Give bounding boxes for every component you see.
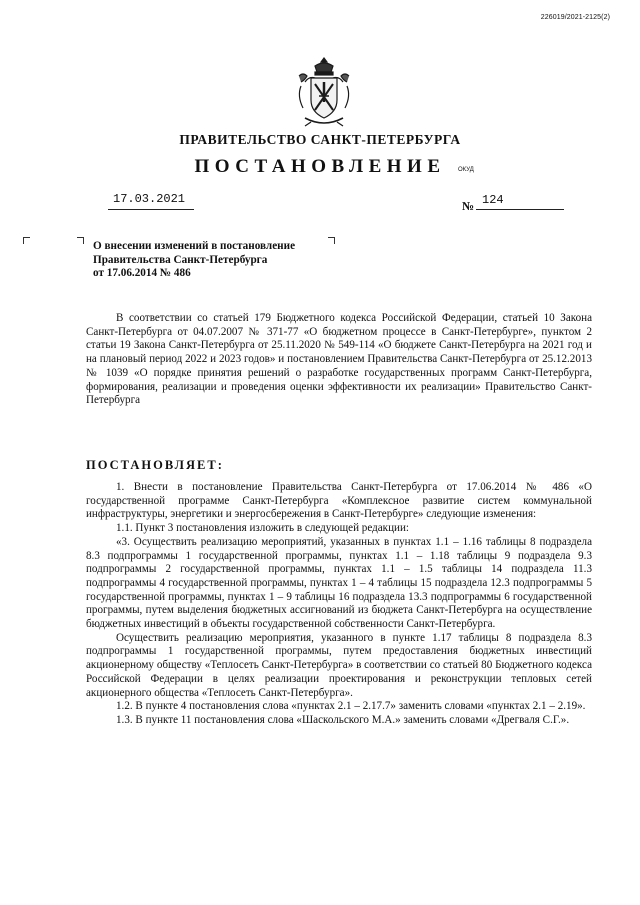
number-sign: №: [462, 199, 475, 213]
paragraph-1-3: 1.3. В пункте 11 постановления слова «Шаскольского М.А.» заменить словами «Дрегваля С.Г.».: [116, 713, 570, 726]
resolution-body: [86, 481, 592, 728]
document-number: 226019/2021-2125(2): [540, 14, 610, 21]
corner-mark-left: [23, 237, 30, 244]
resolves-heading: ПОСТАНОВЛЯЕТ:: [86, 458, 224, 472]
document-date: 17.03.2021: [113, 192, 186, 206]
document-type-title: ПОСТАНОВЛЕНИЕ: [194, 156, 446, 177]
number-underline: [476, 209, 564, 210]
government-title: ПРАВИТЕЛЬСТВО САНКТ-ПЕТЕРБУРГА: [179, 132, 461, 147]
preamble-block: [86, 312, 592, 408]
subject-line: О внесении изменений в постановление: [93, 240, 296, 252]
paragraph-1-2: 1.2. В пункте 4 постановления слова «пунктах 2.1 – 2.17.7» заменить словами «пунктах 2.1 – 2.19».: [116, 700, 586, 713]
corner-mark-subject-end: [328, 237, 335, 244]
coat-of-arms-emblem: [295, 56, 353, 128]
date-underline: [108, 209, 194, 210]
paragraph-1-1: 1.1. Пункт 3 постановления изложить в следующей редакции:: [116, 522, 409, 535]
paragraph-quote: «3. Осуществить реализацию мероприятий, указанных в пунктах 1.1 – 1.16 таблицы 8 подраздела 8.3 подпрограммы 1 государственной программы, пунктах 1.1 – 1.18 таблицы 9 подраздела 9.3 подпрограммы 2 государственной программы, пунктах 1.1 – 1.5 таблицы 14 подраздела 11.3 подпрограммы 4 государственной программы, пунктах 1 – 4 таблицы 15 подраздела 12.3 подпрограммы 5 государственной программы, пунктах 1 – 9 таблицы 16 подраздела 13.3 подпрограммы 6 государственной программы, путем выделения бюджетных ассигнований из бюджета Санкт-Петербурга на осуществление бюджетных инвестиций в объекты государственной собственности Санкт-Петербурга.: [86, 535, 592, 631]
preamble-paragraph: В соответствии со статьей 179 Бюджетного кодекса Российской Федерации, статьей 10 Закона Санкт-Петербурга от 04.07.2007 № 371-77 «О бюджетном процессе в Санкт-Петербурге», пунктом 2 статьи 19 Закона Санкт-Петербурга от 25.11.2020 № 549-114 «О бюджете Санкт-Петербурга на 2021 год и на плановый период 2022 и 2023 годов» и постановлением Правительства Санкт-Петербурга от 25.12.2013 № 1039 «О порядке принятия решений о разработке государственных программ Санкт-Петербурга, формирования, реализации и проведения оценки эффективности их реализации» Правительство Санкт-Петербурга: [86, 312, 592, 407]
paragraph-quote-2: Осуществить реализацию мероприятия, указанного в пункте 1.17 таблицы 8 подраздела 8.3 подпрограммы 1 государственной программы, путем предоставления бюджетных инвестиций акционерному обществу «Теплосеть Санкт-Петербурга» в соответствии со статьей 80 Бюджетного кодекса Российской Федерации в целях реализации проектирования и реконструкции тепловых сетей акционерного общества «Теплосеть Санкт-Петербурга».: [86, 631, 592, 699]
document-number-value: 124: [482, 193, 504, 207]
document-subject: [93, 240, 295, 281]
paragraph-1: 1. Внести в постановление Правительства Санкт-Петербурга от 17.06.2014 № 486 «О государственной программе Санкт-Петербурга «Комплексное развитие систем коммунальной инфраструктуры, энергетики и энергосбережения в Санкт-Петербурге» следующие изменения:: [86, 481, 592, 521]
corner-mark-subject-start: [77, 237, 84, 244]
okud-label: ОКУД: [458, 167, 474, 173]
subject-line: от 17.06.2014 № 486: [93, 267, 191, 280]
subject-line: Правительства Санкт-Петербурга: [93, 253, 268, 266]
